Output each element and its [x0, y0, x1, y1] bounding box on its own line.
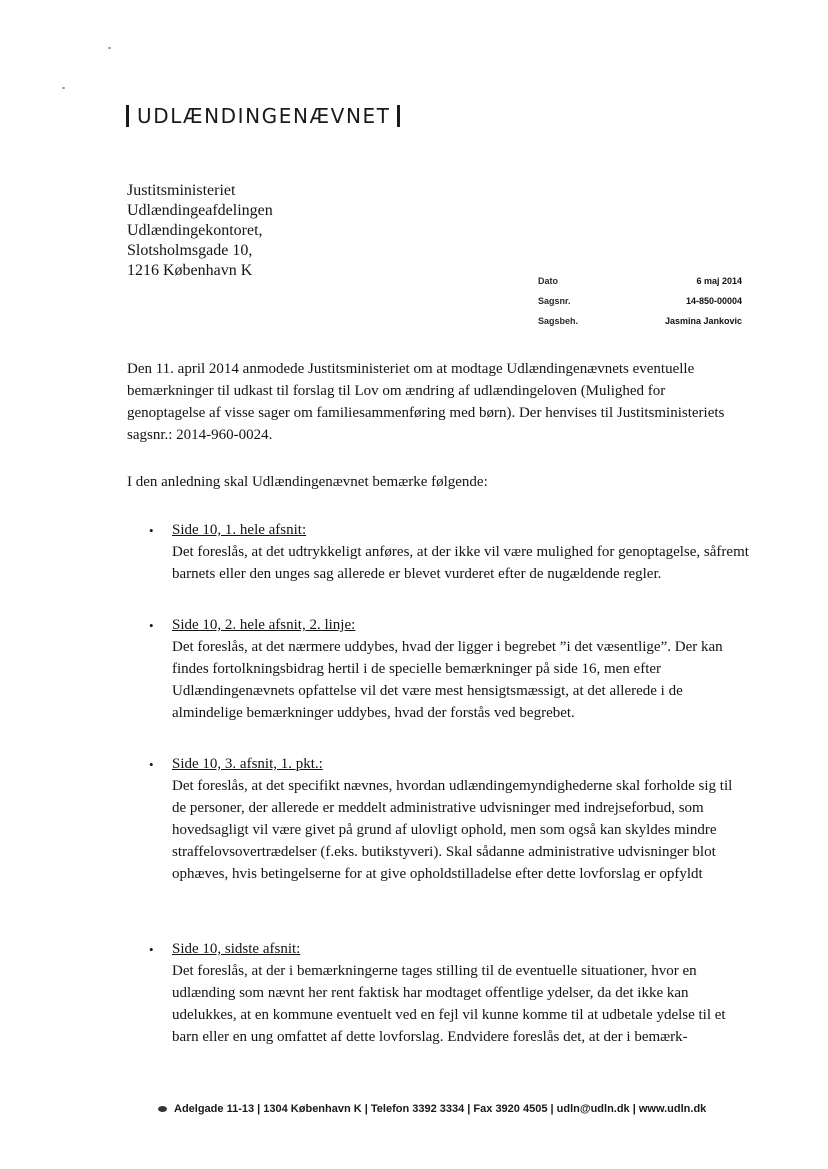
meta-row-case: [538, 291, 742, 311]
meta-row-date: [538, 271, 742, 291]
bullet-icon: •: [149, 618, 154, 633]
remark-text: Det foreslås, at det udtrykkeligt anføres, at der ikke vil være mulighed for genoptagelse, såfremt barnets eller den unges sag allerede er blevet vurderet efter de nugældende regler.: [172, 544, 749, 582]
remark-heading: Side 10, 1. hele afsnit:: [172, 522, 307, 538]
bullet-icon: •: [149, 523, 154, 538]
remark-heading: Side 10, 3. afsnit, 1. pkt.:: [172, 756, 323, 772]
remark-item: [149, 938, 749, 1048]
date-label: Dato: [538, 276, 558, 286]
lead-paragraph: I den anledning skal Udlændingenævnet bemærke følgende:: [127, 474, 488, 490]
remark-item: [149, 753, 749, 885]
logo-bar-right: [397, 105, 400, 127]
handler-label: Sagsbeh.: [538, 316, 579, 326]
meta-row-handler: [538, 311, 742, 331]
address-line: Justitsministeriet: [127, 182, 236, 199]
logo-text: UDLÆNDINGENÆVNET: [137, 104, 391, 128]
address-line: 1216 København K: [127, 262, 253, 279]
remark-heading: Side 10, 2. hele afsnit, 2. linje:: [172, 617, 356, 633]
letter-meta: [538, 271, 742, 331]
footer-contact: Adelgade 11-13 | 1304 København K | Telefon 3392 3334 | Fax 3920 4505 | udln@udln.dk | www.udln.dk: [174, 1103, 707, 1115]
case-number-value: 14-850-00004: [685, 296, 742, 306]
scan-speck: [108, 47, 111, 49]
bullet-icon: •: [149, 757, 154, 772]
remark-item: [149, 614, 749, 724]
logo-bar-left: [126, 105, 129, 127]
address-line: Udlændingeafdelingen: [127, 202, 273, 219]
remark-text: Det foreslås, at der i bemærkningerne tages stilling til de eventuelle situationer, hvor en udlænding som nævnt her rent faktisk har modtaget offentlige ydelser, da det ikke kan udelukkes, at en kommune eventuelt ved en fejl vil kunne komme til at udbetale ydelse til et barn eller en ung omfattet af dette lovforslag. Endvidere foreslås det, at der i bemærk-: [172, 963, 726, 1045]
scan-speck: [62, 87, 65, 89]
case-number-label: Sagsnr.: [538, 296, 571, 306]
recipient-address: [127, 181, 273, 281]
letterhead-logo: [126, 104, 400, 128]
bullet-icon: •: [149, 942, 154, 957]
remark-text: Det foreslås, at det nærmere uddybes, hvad der ligger i begrebet ”i det væsentlige”. Der kan findes fortolkningsbidrag hertil i de specielle bemærkninger på side 16, men efter Udlændingenævnets opfattelse vil det være mest hensigtsmæssigt, at det allerede i de almindelige bemærkninger uddybes, hvad der forstås ved begrebet.: [172, 639, 723, 721]
remark-heading: Side 10, sidste afsnit:: [172, 941, 301, 957]
address-line: Udlændingekontoret,: [127, 222, 263, 239]
remark-text: Det foreslås, at det specifikt nævnes, hvordan udlændingemyndighederne skal forholde sig til de personer, der allerede er meddelt administrative udvisninger med indrejseforbud, som hovedsagligt vil være givet på grund af ulovligt ophold, men som også kan skyldes mindre straffelovsovertrædelser (f.eks. butikstyveri). Skal sådanne administrative udvisninger blot ophæves, hvis betingelserne for at give opholdstilladelse efter dette lovforslag er opfyldt: [172, 778, 733, 882]
letter-footer: [158, 1103, 706, 1115]
remark-item: [149, 519, 749, 585]
date-value: 6 maj 2014: [696, 276, 742, 286]
handler-value: Jasmina Jankovic: [664, 316, 742, 326]
intro-paragraph: Den 11. april 2014 anmodede Justitsministeriet om at modtage Udlændingenævnets eventuelle bemærkninger til udkast til forslag til Lov om ændring af udlændingeloven (Mulighed for genoptagelse af visse sager om familiesammenføring med børn). Der henvises til Justitsministeriets sagsnr.: 2014-960-0024.: [127, 361, 725, 443]
address-line: Slotsholmsgade 10,: [127, 242, 253, 259]
footer-marker-icon: [158, 1106, 167, 1112]
